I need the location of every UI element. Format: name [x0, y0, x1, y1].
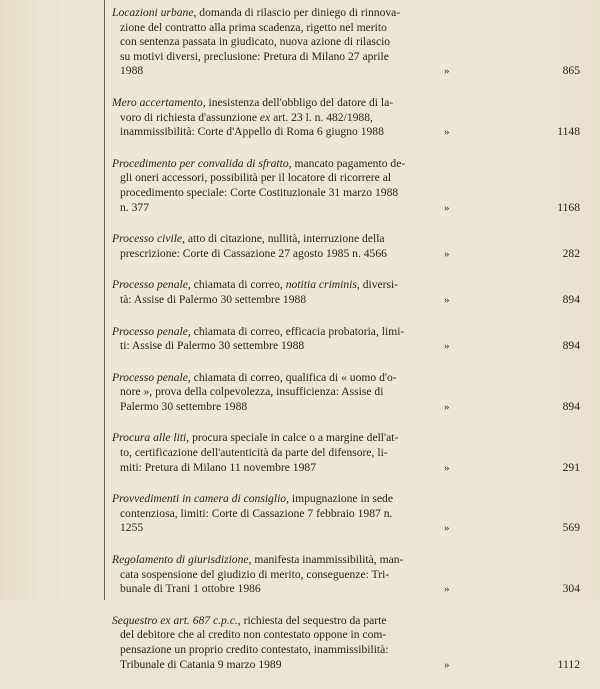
entry-heading: Processo penale	[112, 324, 188, 338]
page-number: 865	[562, 64, 580, 78]
entry-heading: Provvedimenti in camera di consiglio	[112, 492, 287, 506]
entry-text: Mero accertamento, inesistenza dell'obbligo del datore di la- voro di richiesta d'assunzione ex art. 23 l. n. 482/1988, inammissibilità: Corte d'Appello di Roma 6 giugno 1988	[112, 95, 394, 139]
entry-heading: Processo civile	[112, 232, 183, 246]
entry-text: Locazioni urbane, domanda di rilascio per diniego di rinnova- zione del contratto alla prima scadenza, rigetto nel merito con sentenza passata in giudicato, nuova azione di rilascio su motivi diversi, preclusione: Pretura di Milano 27 aprile 1988	[112, 6, 401, 78]
index-entry	[112, 157, 592, 215]
entry-text: Processo penale, chiamata di correo, efficacia probatoria, limi- ti: Assise di Palermo 30 settembre 1988	[112, 324, 405, 353]
page-number: 1148	[557, 125, 580, 139]
index-entry	[112, 232, 592, 261]
index-entry	[112, 6, 592, 79]
entry-heading: Procedimento per convalida di sfratto	[112, 156, 289, 170]
index-entry	[112, 431, 592, 475]
entry-heading: Mero accertamento	[112, 95, 203, 109]
page-number: 291	[562, 460, 580, 474]
page-number: 894	[562, 292, 580, 306]
entry-heading: Procura alle liti	[112, 431, 187, 445]
continuation-marker: »	[444, 658, 450, 671]
page-number: 1168	[557, 200, 580, 214]
index-entry	[112, 553, 592, 597]
entry-heading: Regolamento di giurisdizione	[112, 553, 249, 567]
continuation-marker: »	[444, 400, 450, 413]
continuation-marker: »	[444, 65, 450, 78]
entry-text: Regolamento di giurisdizione, manifesta inammissibilità, man- cata sospensione del giudizio di merito, conseguenze: Tri- bunale di Trani 1 ottobre 1986	[112, 553, 404, 596]
continuation-marker: »	[444, 522, 450, 535]
margin-rule	[104, 0, 105, 600]
entry-text: Procedimento per convalida di sfratto, mancato pagamento de- gli oneri accessori, possibilità per il locatore di ricorrere al procedimento speciale: Corte Costituzionale 31 marzo 1988 n. 377	[112, 156, 406, 214]
index-entry	[112, 614, 592, 672]
continuation-marker: »	[444, 201, 450, 214]
index-entries	[112, 6, 592, 689]
entry-heading: Processo penale	[112, 278, 188, 292]
index-entry	[112, 492, 592, 536]
continuation-marker: »	[444, 293, 450, 306]
page-number: 894	[562, 399, 580, 413]
index-entry	[112, 371, 592, 415]
page-number: 1112	[557, 657, 580, 671]
continuation-marker: »	[444, 247, 450, 260]
page-number: 569	[562, 521, 580, 535]
entry-text: Provvedimenti in camera di consiglio, impugnazione in sede contenziosa, limiti: Corte di Cassazione 7 febbraio 1987 n. 1255	[112, 492, 393, 535]
index-entry	[112, 278, 592, 307]
entry-text: Processo civile, atto di citazione, nullità, interruzione della prescrizione: Corte di Cassazione 27 agosto 1985 n. 4566	[112, 232, 387, 260]
entry-text: Processo penale, chiamata di correo, qualifica di « uomo d'o- nore », prova della colpevolezza, insufficienza: Assise di Palermo 30 settembre 1988	[112, 370, 397, 413]
continuation-marker: »	[444, 461, 450, 474]
entry-text: Sequestro ex art. 687 c.p.c., richiesta del sequestro da parte del debitore che al credito non contestato oppone in com- pensazione un proprio credito contestato, inammissibilità: Tribunale di Catania 9 marzo 1989	[112, 613, 389, 671]
entry-heading: Processo penale	[112, 370, 188, 384]
continuation-marker: »	[444, 126, 450, 139]
entry-heading: Locazioni urbane	[112, 6, 194, 19]
page-number: 304	[562, 582, 580, 596]
entry-text: Procura alle liti, procura speciale in calce o a margine dell'at- to, certificazione dell'autenticità da parte del difensore, li- miti: Pretura di Milano 11 novembre 1987	[112, 431, 399, 474]
continuation-marker: »	[444, 583, 450, 596]
page-number: 282	[562, 246, 580, 260]
continuation-marker: »	[444, 340, 450, 353]
index-entry	[112, 325, 592, 354]
index-entry	[112, 96, 592, 140]
entry-text: Processo penale, chiamata di correo, notitia criminis, diversi- tà: Assise di Palermo 30 settembre 1988	[112, 278, 399, 306]
page-number: 894	[562, 339, 580, 353]
entry-heading: Sequestro ex art. 687 c.p.c.	[112, 613, 238, 627]
